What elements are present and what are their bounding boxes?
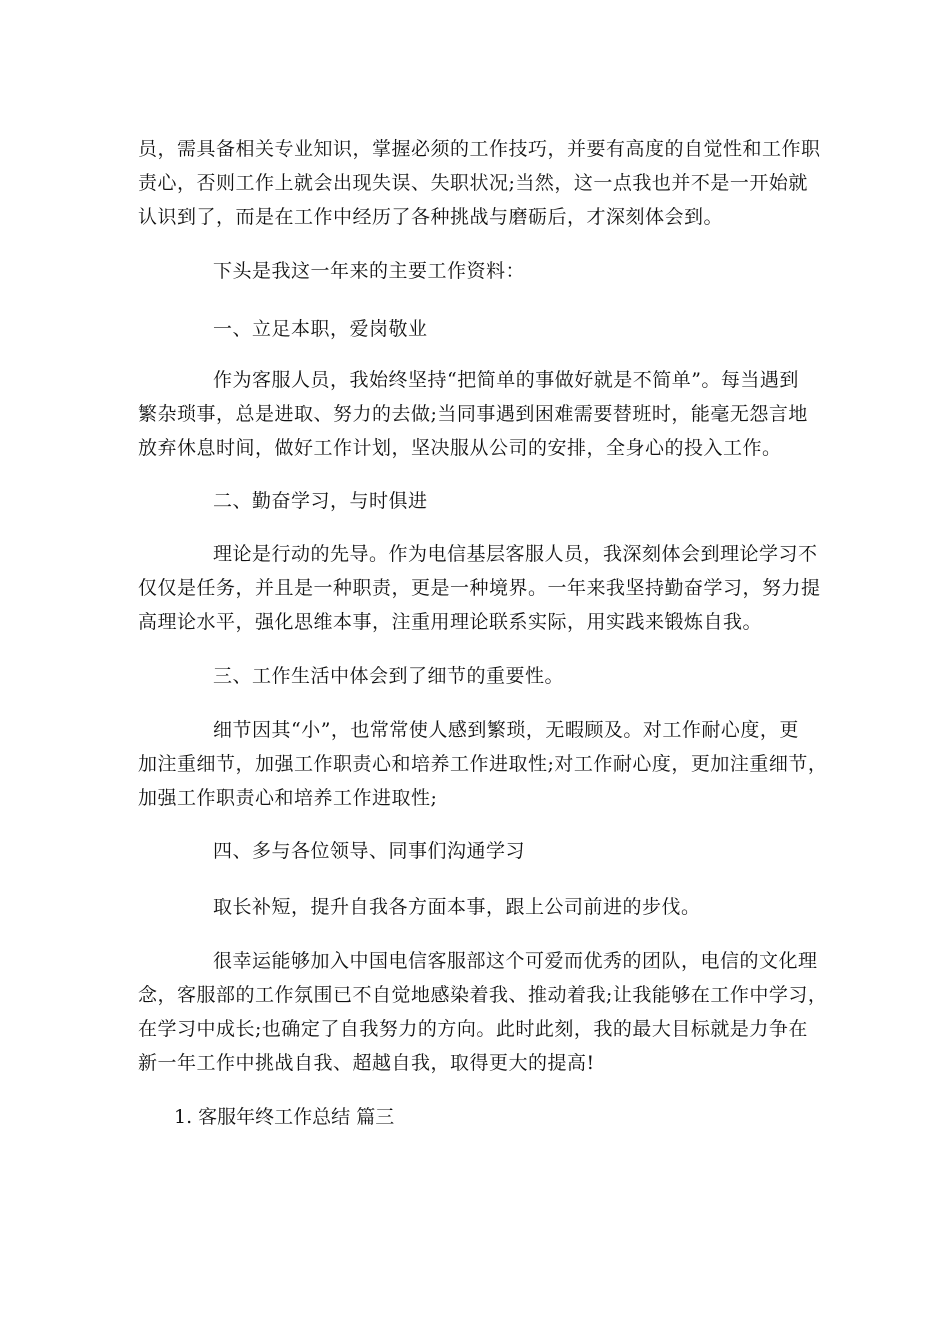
heading-text: 一、立足本职，爱岗敬业 [213,318,428,340]
heading-text: 二、勤奋学习，与时俱进 [213,490,428,512]
text-line: 加注重细节，加强工作职责心和培养工作进取性;对工作耐心度，更加注重细节， [138,753,828,775]
text-line: 取长补短，提升自我各方面本事，跟上公司前进的步伐。 [213,896,701,918]
paragraph-section-two-cont [138,571,821,639]
paragraph-closing-cont [138,978,828,1080]
heading-section-four [213,834,893,868]
heading-text: 四、多与各位领导、同事们沟通学习 [213,840,526,862]
paragraph-section-one-cont [138,397,818,465]
text-line: 念，客服部的工作氛围已不自觉地感染着我、推动着我;让我能够在工作中学习， [138,984,828,1006]
paragraph-section-one [213,363,893,397]
paragraph-section-two [213,537,893,571]
text-line: 员，需具备相关专业知识，掌握必须的工作技巧，并要有高度的自觉性和工作职 [138,138,821,160]
paragraph-work-summary-intro [213,254,893,288]
text-line: 作为客服人员，我始终坚持“把简单的事做好就是不简单”。每当遇到 [213,369,799,391]
text-line: 下头是我这一年来的主要工作资料： [213,260,526,282]
paragraph-closing [213,944,893,978]
paragraph-section-three [213,713,893,747]
heading-section-three [213,659,893,693]
section-heading-part-three: 1. 客服年终工作总结 篇三 [174,1106,395,1128]
text-line: 理论是行动的先导。作为电信基层客服人员，我深刻体会到理论学习不 [213,543,818,565]
paragraph-section-four [213,890,893,924]
text-line: 放弃休息时间，做好工作计划，坚决服从公司的安排，全身心的投入工作。 [138,437,782,459]
paragraph-intro-continuation [138,132,821,234]
text-line: 仅仅是任务，并且是一种职责，更是一种境界。一年来我坚持勤奋学习，努力提 [138,577,821,599]
heading-section-one [213,312,893,346]
text-line: 责心，否则工作上就会出现失误、失职状况;当然，这一点我也并不是一开始就 [138,172,808,194]
text-line: 新一年工作中挑战自我、超越自我，取得更大的提高! [138,1052,595,1074]
text-line: 在学习中成长;也确定了自我努力的方向。此时此刻，我的最大目标就是力争在 [138,1018,808,1040]
heading-text: 三、工作生活中体会到了细节的重要性。 [213,665,565,687]
text-line: 细节因其“小”，也常常使人感到繁琐，无暇顾及。对工作耐心度，更 [213,719,799,741]
paragraph-section-three-cont [138,747,828,815]
text-line: 认识到了，而是在工作中经历了各种挑战与磨砺后，才深刻体会到。 [138,206,724,228]
heading-section-two [213,484,893,518]
text-line: 加强工作职责心和培养工作进取性; [138,787,438,809]
text-line: 高理论水平，强化思维本事，注重用理论联系实际，用实践来锻炼自我。 [138,611,763,633]
text-line: 繁杂琐事，总是进取、努力的去做;当同事遇到困难需要替班时，能毫无怨言地 [138,403,808,425]
text-line: 很幸运能够加入中国电信客服部这个可爱而优秀的团队，电信的文化理 [213,950,818,972]
